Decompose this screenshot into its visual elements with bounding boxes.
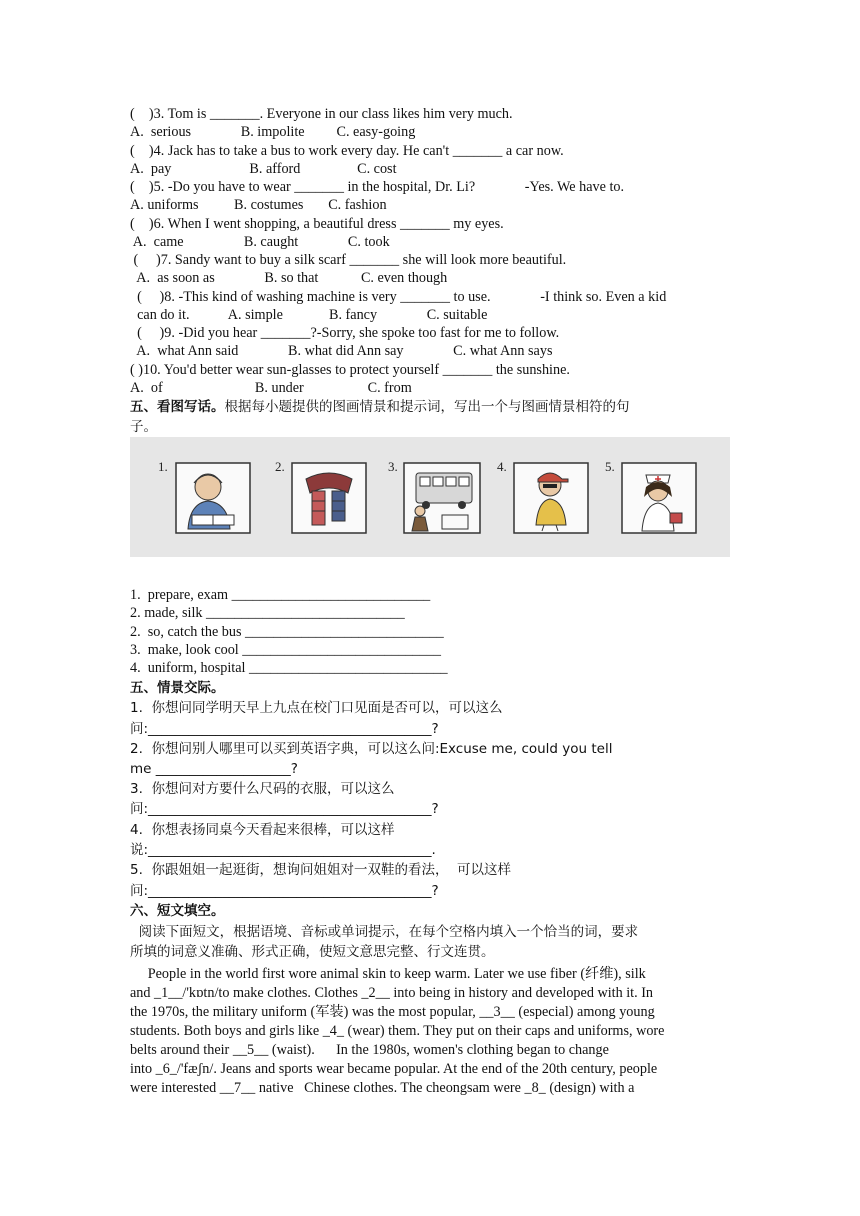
mc-q10: ( )10. You'd better wear sun-glasses to protect yourself _______ the sunshine. [130, 362, 570, 378]
cool-kid-image [514, 463, 588, 533]
section-passage-heading: 六、短文填空。 [130, 903, 225, 919]
situation-q1-answer: 问:__________________________________________? [130, 721, 439, 737]
situation-q1: 1. 你想问同学明天早上九点在校门口见面是否可以，可以这么 [130, 700, 503, 716]
mc-q3-options: A. serious B. impolite C. easy-going [130, 124, 416, 140]
mc-q5: ( )5. -Do you have to wear _______ in the hospital, Dr. Li? -Yes. We have to. [130, 179, 625, 195]
mc-q10-options: A. of B. under C. from [130, 380, 412, 396]
picture-prompt-5: 4. uniform, hospital ____________________________ [130, 660, 448, 676]
situation-q4: 4. 你想表扬同桌今天看起来很棒，可以这样 [130, 822, 395, 838]
mc-q8: ( )8. -This kind of washing machine is very _______ to use. -I think so. Even a kid [130, 289, 667, 305]
nurse-image [622, 463, 696, 533]
student-studying-image [176, 463, 250, 533]
situation-q2: 2. 你想问别人哪里可以买到英语字典，可以这么问:Excuse me, could you tell [130, 741, 613, 757]
section-instruction: 根据每小题提供的图画情景和提示词，写出一个与图画情景相符的句 [224, 399, 630, 415]
section-title: 五、看图写话。 [130, 399, 225, 415]
silk-scarf-image [292, 463, 366, 533]
passage-line-4: students. Both boys and girls like _4_ (wear) them. They put on their caps and uniforms, wore [130, 1023, 665, 1039]
picture-strip-art [130, 437, 730, 557]
section-situation-heading: 五、情景交际。 [130, 680, 225, 696]
section-instruction-cont: 子。 [130, 419, 157, 435]
passage-line-1: People in the world first wore animal skin to keep warm. Later we use fiber (纤维), silk [130, 966, 646, 982]
mc-q7: ( )7. Sandy want to buy a silk scarf _______ she will look more beautiful. [130, 252, 567, 268]
mc-q7-options: A. as soon as B. so that C. even though [130, 270, 448, 286]
picture-prompt-1: 1. prepare, exam ____________________________ [130, 587, 431, 603]
situation-q3: 3. 你想问对方要什么尺码的衣服，可以这么 [130, 781, 395, 797]
situation-q2-answer: me ____________________? [130, 761, 298, 777]
passage-line-7: were interested __7__ native Chinese clothes. The cheongsam were _8_ (design) with a [130, 1080, 635, 1096]
picture-prompt-3: 2. so, catch the bus ____________________________ [130, 624, 444, 640]
mc-q6: ( )6. When I went shopping, a beautiful dress _______ my eyes. [130, 216, 504, 232]
picture-number-1: 1. [158, 459, 168, 474]
mc-q3: ( )3. Tom is _______. Everyone in our class likes him very much. [130, 106, 513, 122]
mc-q9-options: A. what Ann said B. what did Ann say C. what Ann says [130, 343, 553, 359]
passage-line-2: and _1__/'kɒtn/to make clothes. Clothes _2__ into being in history and developed with it. In [130, 985, 654, 1001]
situation-q5-answer: 问:__________________________________________? [130, 883, 439, 899]
situation-q5: 5. 你跟姐姐一起逛街，想询问姐姐对一双鞋的看法， 可以这样 [130, 862, 512, 878]
passage-line-3: the 1970s, the military uniform (军装) was the most popular, __3__ (especial) among young [130, 1004, 655, 1020]
picture-strip [130, 437, 730, 557]
passage-instruction-cont: 所填的词意义准确、形式正确，使短文意思完整、行文连贯。 [130, 944, 495, 960]
picture-number-2: 2. [275, 459, 285, 474]
passage-instruction: 阅读下面短文，根据语境、音标或单词提示，在每个空格内填入一个恰当的词，要求 [130, 924, 639, 940]
catch-bus-image [404, 463, 480, 533]
picture-number-3: 3. [388, 459, 398, 474]
mc-q5-options: A. uniforms B. costumes C. fashion [130, 197, 387, 213]
mc-q6-options: A. came B. caught C. took [130, 234, 390, 250]
passage-line-6: into _6_/'fæʃn/. Jeans and sports wear became popular. At the end of the 20th century, people [130, 1061, 658, 1077]
picture-number-4: 4. [497, 459, 507, 474]
mc-q4: ( )4. Jack has to take a bus to work every day. He can't _______ a car now. [130, 143, 564, 159]
passage-line-5: belts around their __5__ (waist). In the 1980s, women's clothing began to change [130, 1042, 609, 1058]
mc-q4-options: A. pay B. afford C. cost [130, 161, 397, 177]
mc-q8-options: can do it. A. simple B. fancy C. suitable [130, 307, 488, 323]
mc-q9: ( )9. -Did you hear _______?-Sorry, she spoke too fast for me to follow. [130, 325, 560, 341]
picture-number-5: 5. [605, 459, 615, 474]
picture-prompt-2: 2. made, silk ____________________________ [130, 605, 405, 621]
section-picture-writing-heading [130, 398, 630, 416]
picture-prompt-4: 3. make, look cool ____________________________ [130, 642, 441, 658]
situation-q4-answer: 说:__________________________________________. [130, 842, 436, 858]
situation-q3-answer: 问:__________________________________________? [130, 801, 439, 817]
